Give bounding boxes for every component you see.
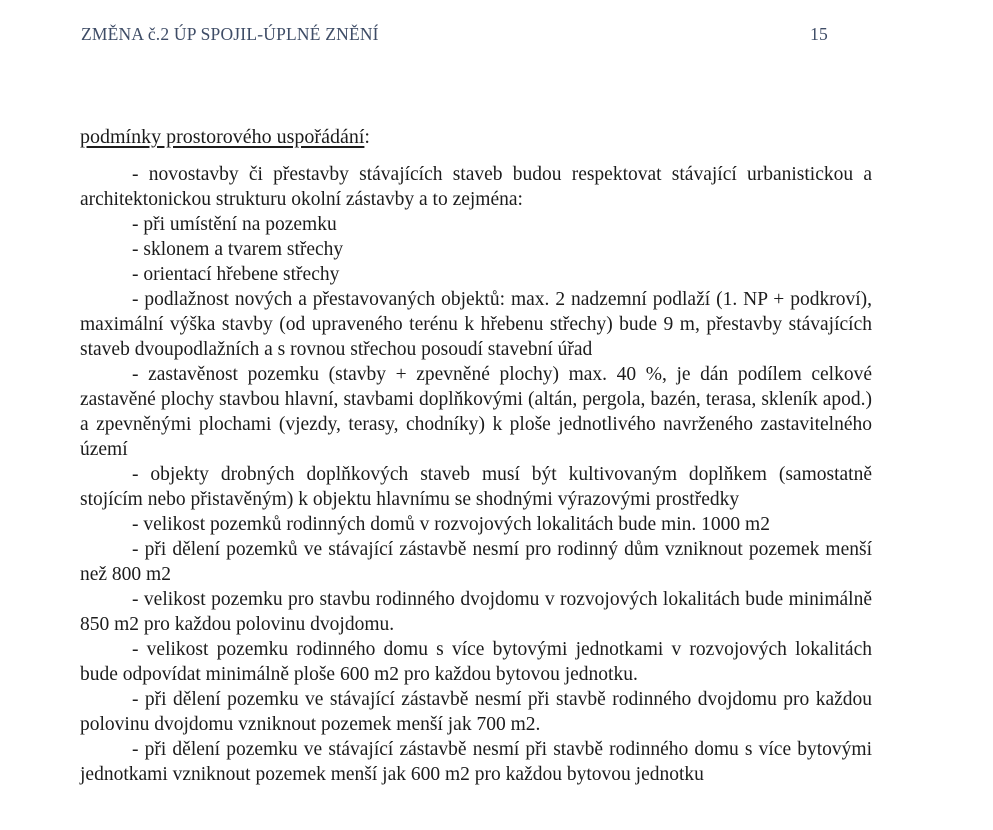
body-paragraph: - objekty drobných doplňkových staveb musí být kultivovaným doplňkem (samostatně stojícím nebo přistavěným) k objektu hlavnímu se shodnými výrazovými prostředky bbox=[80, 464, 872, 510]
body-paragraph: - zastavěnost pozemku (stavby + zpevněné plochy) max. 40 %, je dán podílem celkové zastavěné plochy stavbou hlavní, stavbami doplňkovými (altán, pergola, bazén, terasa, skleník apod.) a zpevněnými plochami (vjezdy, terasy, chodníky) k ploše jednotlivého navrženého zastavitelného území bbox=[80, 364, 872, 460]
document-header-title: ZMĚNA č.2 ÚP SPOJIL-ÚPLNÉ ZNĚNÍ bbox=[81, 24, 379, 44]
section-heading bbox=[80, 126, 872, 149]
section-heading-text: podmínky prostorového uspořádání bbox=[80, 126, 365, 148]
body-paragraph: - při dělení pozemků ve stávající zástavbě nesmí pro rodinný dům vzniknout pozemek menší než 800 m2 bbox=[80, 539, 872, 585]
body-paragraph: - velikost pozemku rodinného domu s více bytovými jednotkami v rozvojových lokalitách bude odpovídat minimálně ploše 600 m2 pro každou bytovou jednotku. bbox=[80, 639, 872, 685]
body-paragraph: - podlažnost nových a přestavovaných objektů: max. 2 nadzemní podlaží (1. NP + podkroví), maximální výška stavby (od upraveného terénu k hřebenu střechy) bude 9 m, přestavby stávajících staveb dvoupodlažních a s rovnou střechou posoudí stavební úřad bbox=[80, 289, 872, 360]
section-heading-colon: : bbox=[364, 126, 370, 148]
body-paragraph: - při dělení pozemku ve stávající zástavbě nesmí při stavbě rodinného domu s více bytovými jednotkami vzniknout pozemek menší jak 600 m2 pro každou bytovou jednotku bbox=[80, 739, 872, 785]
body-paragraph: - orientací hřebene střechy bbox=[132, 264, 340, 285]
document-body bbox=[80, 126, 872, 787]
paragraph-list bbox=[80, 162, 872, 787]
body-paragraph: - při umístění na pozemku bbox=[132, 214, 337, 235]
body-paragraph: - při dělení pozemku ve stávající zástavbě nesmí při stavbě rodinného dvojdomu pro každou polovinu dvojdomu vzniknout pozemek menší jak 700 m2. bbox=[80, 689, 872, 735]
body-paragraph: - novostavby či přestavby stávajících staveb budou respektovat stávající urbanistickou a architektonickou strukturu okolní zástavby a to zejména: bbox=[80, 164, 872, 210]
page-header bbox=[81, 24, 872, 50]
page-number: 15 bbox=[810, 24, 828, 44]
body-paragraph: - sklonem a tvarem střechy bbox=[132, 239, 344, 260]
body-paragraph: - velikost pozemku pro stavbu rodinného dvojdomu v rozvojových lokalitách bude minimálně 850 m2 pro každou polovinu dvojdomu. bbox=[80, 589, 872, 635]
body-paragraph: - velikost pozemků rodinných domů v rozvojových lokalitách bude min. 1000 m2 bbox=[132, 514, 770, 535]
